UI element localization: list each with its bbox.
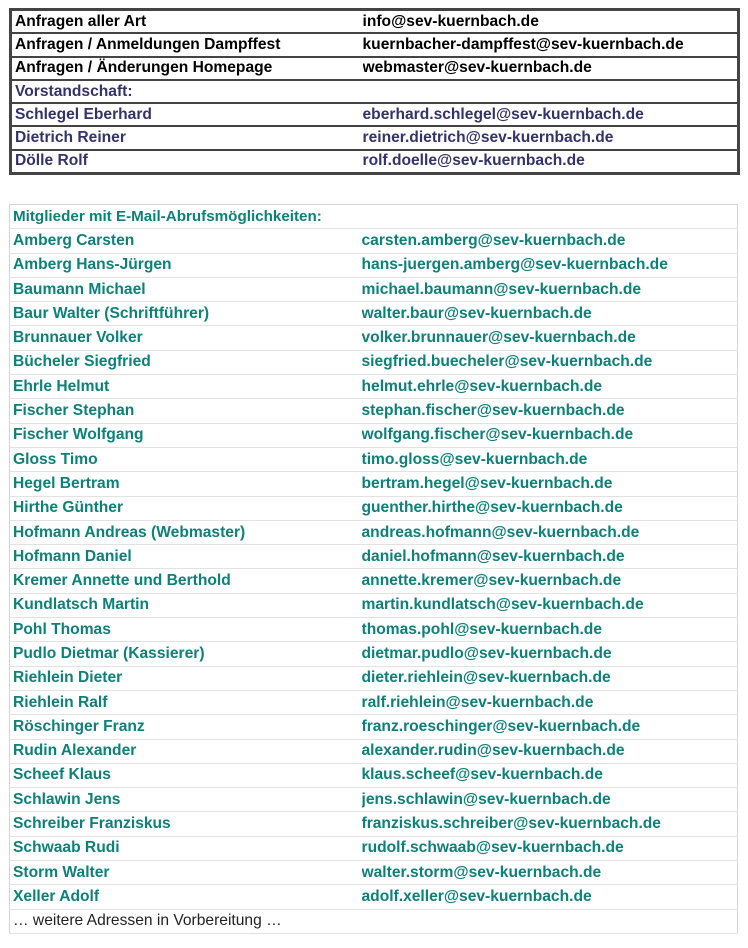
member-row: [10, 569, 738, 593]
member-email-link[interactable]: volker.brunnauer@sev-kuernbach.de: [362, 326, 738, 350]
contact-email-link[interactable]: info@sev-kuernbach.de: [363, 10, 739, 34]
member-email-link[interactable]: annette.kremer@sev-kuernbach.de: [362, 569, 738, 593]
member-email-link[interactable]: franziskus.schreiber@sev-kuernbach.de: [362, 812, 738, 836]
member-row: [10, 350, 738, 374]
member-name: Schreiber Franziskus: [10, 812, 362, 836]
member-email-link[interactable]: andreas.hofmann@sev-kuernbach.de: [362, 520, 738, 544]
members-table: [9, 204, 738, 934]
member-row: [10, 302, 738, 326]
member-row: [10, 812, 738, 836]
member-email-link[interactable]: alexander.rudin@sev-kuernbach.de: [362, 739, 738, 763]
member-name: Pudlo Dietmar (Kassierer): [10, 642, 362, 666]
member-name: Riehlein Dieter: [10, 666, 362, 690]
board-member-row: [11, 150, 739, 174]
member-email-link[interactable]: walter.storm@sev-kuernbach.de: [362, 861, 738, 885]
member-email-link[interactable]: klaus.scheef@sev-kuernbach.de: [362, 763, 738, 787]
member-name: Rudin Alexander: [10, 739, 362, 763]
member-name: Baur Walter (Schriftführer): [10, 302, 362, 326]
member-name: Bücheler Siegfried: [10, 350, 362, 374]
board-heading-row: [11, 80, 739, 103]
member-row: [10, 618, 738, 642]
member-row: [10, 715, 738, 739]
member-email-link[interactable]: jens.schlawin@sev-kuernbach.de: [362, 788, 738, 812]
member-row: [10, 375, 738, 399]
member-row: [10, 642, 738, 666]
member-email-link[interactable]: stephan.fischer@sev-kuernbach.de: [362, 399, 738, 423]
member-name: Hirthe Günther: [10, 496, 362, 520]
member-name: Baumann Michael: [10, 277, 362, 301]
member-row: [10, 666, 738, 690]
member-name: Schlawin Jens: [10, 788, 362, 812]
member-row: [10, 423, 738, 447]
contact-label: Anfragen / Änderungen Homepage: [11, 57, 363, 80]
member-email-link[interactable]: adolf.xeller@sev-kuernbach.de: [362, 885, 738, 909]
member-row: [10, 447, 738, 471]
member-email-link[interactable]: martin.kundlatsch@sev-kuernbach.de: [362, 593, 738, 617]
member-email-link[interactable]: dietmar.pudlo@sev-kuernbach.de: [362, 642, 738, 666]
board-member-row: [11, 126, 739, 149]
member-name: Xeller Adolf: [10, 885, 362, 909]
board-member-email-link[interactable]: reiner.dietrich@sev-kuernbach.de: [363, 126, 739, 149]
member-row: [10, 788, 738, 812]
board-member-name: Dölle Rolf: [11, 150, 363, 174]
member-email-link[interactable]: guenther.hirthe@sev-kuernbach.de: [362, 496, 738, 520]
member-row: [10, 229, 738, 253]
members-heading: Mitglieder mit E-Mail-Abrufsmöglichkeiten:: [10, 205, 738, 229]
board-member-name: Schlegel Eberhard: [11, 103, 363, 126]
member-row: [10, 472, 738, 496]
contact-email-link[interactable]: kuernbacher-dampffest@sev-kuernbach.de: [363, 33, 739, 56]
member-name: Scheef Klaus: [10, 763, 362, 787]
member-row: [10, 836, 738, 860]
member-name: Hofmann Daniel: [10, 545, 362, 569]
member-name: Hegel Bertram: [10, 472, 362, 496]
members-heading-row: [10, 205, 738, 229]
member-email-link[interactable]: hans-juergen.amberg@sev-kuernbach.de: [362, 253, 738, 277]
member-row: [10, 520, 738, 544]
board-member-row: [11, 103, 739, 126]
member-name: Storm Walter: [10, 861, 362, 885]
contact-row: [11, 57, 739, 80]
member-row: [10, 253, 738, 277]
member-row: [10, 496, 738, 520]
members-footer-note: … weitere Adressen in Vorbereitung …: [10, 909, 738, 933]
member-name: Gloss Timo: [10, 447, 362, 471]
member-row: [10, 326, 738, 350]
member-email-link[interactable]: ralf.riehlein@sev-kuernbach.de: [362, 690, 738, 714]
member-name: Hofmann Andreas (Webmaster): [10, 520, 362, 544]
contact-label: Anfragen aller Art: [11, 10, 363, 34]
member-email-link[interactable]: wolfgang.fischer@sev-kuernbach.de: [362, 423, 738, 447]
member-name: Riehlein Ralf: [10, 690, 362, 714]
member-row: [10, 861, 738, 885]
board-member-email-link[interactable]: eberhard.schlegel@sev-kuernbach.de: [363, 103, 739, 126]
member-row: [10, 277, 738, 301]
member-email-link[interactable]: daniel.hofmann@sev-kuernbach.de: [362, 545, 738, 569]
members-footer-row: [10, 909, 738, 933]
member-name: Kundlatsch Martin: [10, 593, 362, 617]
member-email-link[interactable]: walter.baur@sev-kuernbach.de: [362, 302, 738, 326]
member-name: Amberg Carsten: [10, 229, 362, 253]
empty-cell: [363, 80, 739, 103]
member-email-link[interactable]: michael.baumann@sev-kuernbach.de: [362, 277, 738, 301]
member-email-link[interactable]: rudolf.schwaab@sev-kuernbach.de: [362, 836, 738, 860]
contact-label: Anfragen / Anmeldungen Dampffest: [11, 33, 363, 56]
member-row: [10, 399, 738, 423]
member-name: Röschinger Franz: [10, 715, 362, 739]
contacts-table: [9, 8, 740, 175]
member-name: Ehrle Helmut: [10, 375, 362, 399]
member-email-link[interactable]: carsten.amberg@sev-kuernbach.de: [362, 229, 738, 253]
board-member-email-link[interactable]: rolf.doelle@sev-kuernbach.de: [363, 150, 739, 174]
member-row: [10, 763, 738, 787]
board-member-name: Dietrich Reiner: [11, 126, 363, 149]
board-heading: Vorstandschaft:: [11, 80, 363, 103]
member-email-link[interactable]: thomas.pohl@sev-kuernbach.de: [362, 618, 738, 642]
member-row: [10, 593, 738, 617]
member-email-link[interactable]: bertram.hegel@sev-kuernbach.de: [362, 472, 738, 496]
member-name: Fischer Stephan: [10, 399, 362, 423]
member-email-link[interactable]: helmut.ehrle@sev-kuernbach.de: [362, 375, 738, 399]
member-email-link[interactable]: dieter.riehlein@sev-kuernbach.de: [362, 666, 738, 690]
member-email-link[interactable]: siegfried.buecheler@sev-kuernbach.de: [362, 350, 738, 374]
member-name: Brunnauer Volker: [10, 326, 362, 350]
member-row: [10, 739, 738, 763]
member-email-link[interactable]: franz.roeschinger@sev-kuernbach.de: [362, 715, 738, 739]
contact-row: [11, 10, 739, 34]
member-name: Amberg Hans-Jürgen: [10, 253, 362, 277]
member-name: Schwaab Rudi: [10, 836, 362, 860]
member-name: Pohl Thomas: [10, 618, 362, 642]
member-row: [10, 885, 738, 909]
member-name: Fischer Wolfgang: [10, 423, 362, 447]
member-row: [10, 690, 738, 714]
member-email-link[interactable]: timo.gloss@sev-kuernbach.de: [362, 447, 738, 471]
contact-email-link[interactable]: webmaster@sev-kuernbach.de: [363, 57, 739, 80]
member-name: Kremer Annette und Berthold: [10, 569, 362, 593]
contact-row: [11, 33, 739, 56]
member-row: [10, 545, 738, 569]
